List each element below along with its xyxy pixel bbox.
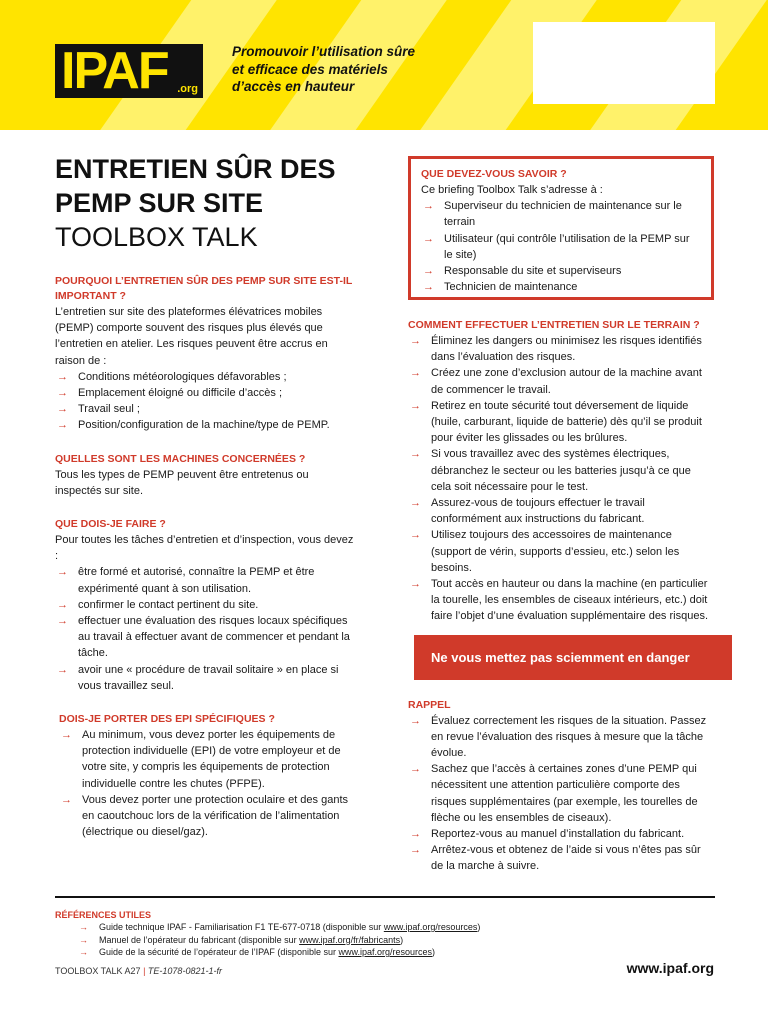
- section-todo: [55, 517, 357, 694]
- right-column: [408, 318, 714, 875]
- bullet-list: [421, 198, 701, 295]
- list-item: → Superviseur du technicien de maintenance sur le terrain: [423, 200, 682, 229]
- page-title: [55, 152, 385, 254]
- bullet-list: [408, 333, 714, 625]
- references: [55, 909, 615, 959]
- section-divider: [55, 896, 715, 898]
- arrow-right-icon: →: [410, 529, 421, 542]
- arrow-right-icon: →: [61, 793, 72, 806]
- arrow-right-icon: →: [410, 714, 421, 727]
- arrow-right-icon: →: [423, 265, 434, 278]
- arrow-right-icon: →: [79, 947, 88, 957]
- section-heading: QUE DEVEZ-VOUS SAVOIR ?: [421, 168, 567, 180]
- arrow-right-icon: →: [410, 497, 421, 510]
- footer-doc-id: [55, 966, 222, 976]
- list-item: → Créez une zone d’exclusion autour de la machine avant de commencer le travail.: [410, 367, 702, 396]
- left-column: [55, 274, 357, 854]
- arrow-right-icon: →: [79, 922, 88, 932]
- bullet-list: [408, 713, 714, 875]
- arrow-right-icon: →: [61, 729, 72, 742]
- section-why: [55, 274, 357, 434]
- list-item: → Travail seul ;: [55, 401, 357, 417]
- list-item: → Conditions météorologiques défavorables ;: [55, 369, 357, 385]
- section-how: [408, 318, 714, 625]
- warning-banner: Ne vous mettez pas sciemment en danger: [414, 635, 732, 680]
- section-reminder: [408, 698, 714, 875]
- list-item: → confirmer le contact pertinent du site.: [55, 597, 357, 613]
- section-heading: RÉFÉRENCES UTILES: [55, 910, 152, 920]
- list-item: → Sachez que l’accès à certaines zones d’une PEMP qui nécessitent une attention particulière comporte des risques supplémentaires (par exemple, les tourelles de flèche ou les ensembles de ciseaux).: [410, 763, 698, 824]
- list-item: → être formé et autorisé, connaître la PEMP et être expérimenté quant à son utilisation.: [57, 566, 315, 595]
- audience-box: [408, 156, 714, 300]
- reference-link[interactable]: www.ipaf.org/resources: [338, 947, 433, 957]
- list-item: → Vous devez porter une protection oculaire et des gants en caoutchouc lors de la vérification de l’alimentation (électrique ou diesel/gaz).: [61, 793, 349, 839]
- list-item: → avoir une « procédure de travail solitaire » en place si vous travaillez seul.: [57, 663, 339, 692]
- arrow-right-icon: →: [57, 387, 68, 400]
- footer-separator: |: [143, 966, 146, 976]
- bullet-list: [55, 369, 357, 434]
- section-text: Tous les types de PEMP peuvent être entretenus ou inspectés sur site.: [55, 468, 309, 497]
- title-line: ENTRETIEN SÛR DES: [55, 154, 336, 184]
- section-heading: RAPPEL: [408, 698, 451, 711]
- footer-code: TE-1078-0821-1-fr: [147, 966, 222, 976]
- arrow-right-icon: →: [57, 615, 68, 628]
- reference-item: → Guide de la sécurité de l’opérateur de l’IPAF (disponible sur www.ipaf.org/resources): [79, 947, 436, 957]
- logo-mark: IPAF: [61, 42, 168, 100]
- reference-link[interactable]: www.ipaf.org/resources: [383, 922, 478, 932]
- section-text: Pour toutes les tâches d’entretien et d’inspection, vous devez :: [55, 534, 354, 563]
- reference-item: → Guide technique IPAF - Familiarisation F1 TE-677-0718 (disponible sur www.ipaf.org/resources): [79, 922, 481, 932]
- blank-panel: [533, 22, 715, 104]
- arrow-right-icon: →: [410, 828, 421, 841]
- section-machines: [55, 452, 357, 499]
- section-heading: DOIS-JE PORTER DES EPI SPÉCIFIQUES ?: [59, 713, 275, 726]
- arrow-right-icon: →: [410, 367, 421, 380]
- list-item: → Responsable du site et superviseurs: [421, 263, 701, 279]
- arrow-right-icon: →: [423, 281, 434, 294]
- list-item: → Utilisez toujours des accessoires de maintenance (support de vérin, supports d’essieu, etc.) selon les besoins.: [410, 529, 680, 574]
- tagline-line: Promouvoir l’utilisation sûre: [232, 44, 416, 59]
- section-text: L’entretien sur site des plateformes élévatrices mobiles (PEMP) comporte souvent des risques plus élevés que l’entretien en atelier. Les risques peuvent être accrus en raison de :: [55, 306, 328, 367]
- list-item: → Position/configuration de la machine/type de PEMP.: [55, 417, 357, 433]
- arrow-right-icon: →: [57, 598, 68, 611]
- list-item: → Si vous travaillez avec des systèmes électriques, débranchez le secteur ou les batteries jusqu’à ce que cela soit nécessaire pour le test.: [410, 448, 691, 493]
- arrow-right-icon: →: [57, 566, 68, 579]
- list-item: → effectuer une évaluation des risques locaux spécifiques au travail à effectuer avant de commencer et pendant la tâche.: [57, 615, 350, 660]
- arrow-right-icon: →: [410, 335, 421, 347]
- ipaf-logo: [55, 44, 203, 98]
- arrow-right-icon: →: [57, 419, 68, 432]
- bullet-list: [55, 564, 357, 694]
- arrow-right-icon: →: [423, 200, 434, 213]
- section-text: Ce briefing Toolbox Talk s’adresse à :: [421, 184, 603, 196]
- list-item: → Évaluez correctement les risques de la situation. Passez en revue l’évaluation des risques à mesure que la tâche évolue.: [410, 714, 707, 760]
- list-item: → Utilisateur (qui contrôle l’utilisation de la PEMP sur le site): [423, 232, 690, 261]
- arrow-right-icon: →: [423, 232, 434, 245]
- arrow-right-icon: →: [410, 763, 421, 776]
- list-item: → Technicien de maintenance: [421, 279, 701, 295]
- arrow-right-icon: →: [57, 663, 68, 676]
- footer-website[interactable]: www.ipaf.org: [626, 960, 714, 976]
- logo-org: .org: [177, 83, 198, 95]
- reference-link[interactable]: www.ipaf.org/fr/fabricants: [299, 934, 401, 945]
- list-item: → Assurez-vous de toujours effectuer le travail conformément aux instructions du fabricant.: [410, 497, 645, 526]
- arrow-right-icon: →: [57, 370, 68, 383]
- arrow-right-icon: →: [410, 578, 421, 591]
- section-heading: POURQUOI L’ENTRETIEN SÛR DES PEMP SUR SITE EST-IL IMPORTANT ?: [55, 275, 353, 302]
- bullet-list: [59, 727, 357, 840]
- footer-label: TOOLBOX TALK A27: [55, 966, 141, 976]
- list-item: → Reportez-vous au manuel d’installation du fabricant.: [408, 826, 714, 842]
- section-heading: QUELLES SONT LES MACHINES CONCERNÉES ?: [55, 452, 306, 465]
- reference-item: → Manuel de l’opérateur du fabricant (disponible sur www.ipaf.org/fr/fabricants): [79, 934, 404, 945]
- tagline-line: et efficace des matériels: [232, 61, 388, 77]
- title-subtitle: TOOLBOX TALK: [55, 222, 258, 252]
- section-heading: COMMENT EFFECTUER L’ENTRETIEN SUR LE TERRAIN ?: [408, 319, 700, 331]
- list-item: → Au minimum, vous devez porter les équipements de protection individuelle (EPI) de votre employeur et de votre site, y compris les équipements de protection individuelle contre les chutes (PFPE).: [61, 729, 341, 790]
- section-heading: QUE DOIS-JE FAIRE ?: [55, 518, 166, 531]
- tagline-line: d’accès en hauteur: [232, 79, 355, 94]
- header-band: [0, 0, 768, 130]
- arrow-right-icon: →: [410, 844, 421, 857]
- arrow-right-icon: →: [410, 448, 421, 461]
- list-item: → Retirez en toute sécurité tout déversement de liquide (huile, carburant, liquide de batterie) dès qu’il se produit pour éviter les glissades ou les brûlures.: [410, 399, 702, 445]
- list-item: → Tout accès en hauteur ou dans la machine (en particulier la tourelle, les ensembles de ciseaux intérieurs, etc.) doit faire l’objet d’une évaluation supplémentaire des risques.: [410, 578, 709, 623]
- arrow-right-icon: →: [410, 399, 421, 412]
- list-item: → Emplacement éloigné ou difficile d’accès ;: [55, 385, 357, 401]
- list-item: → Arrêtez-vous et obtenez de l’aide si vous n’êtes pas sûr de la marche à suivre.: [410, 844, 701, 873]
- title-line: PEMP SUR SITE: [55, 188, 264, 218]
- list-item: → Éliminez les dangers ou minimisez les risques identifiés dans l’évaluation des risques.: [410, 335, 702, 364]
- references-list: [55, 921, 615, 959]
- tagline: [232, 43, 472, 96]
- arrow-right-icon: →: [57, 403, 68, 416]
- section-epi: [55, 712, 357, 840]
- arrow-right-icon: →: [79, 934, 88, 945]
